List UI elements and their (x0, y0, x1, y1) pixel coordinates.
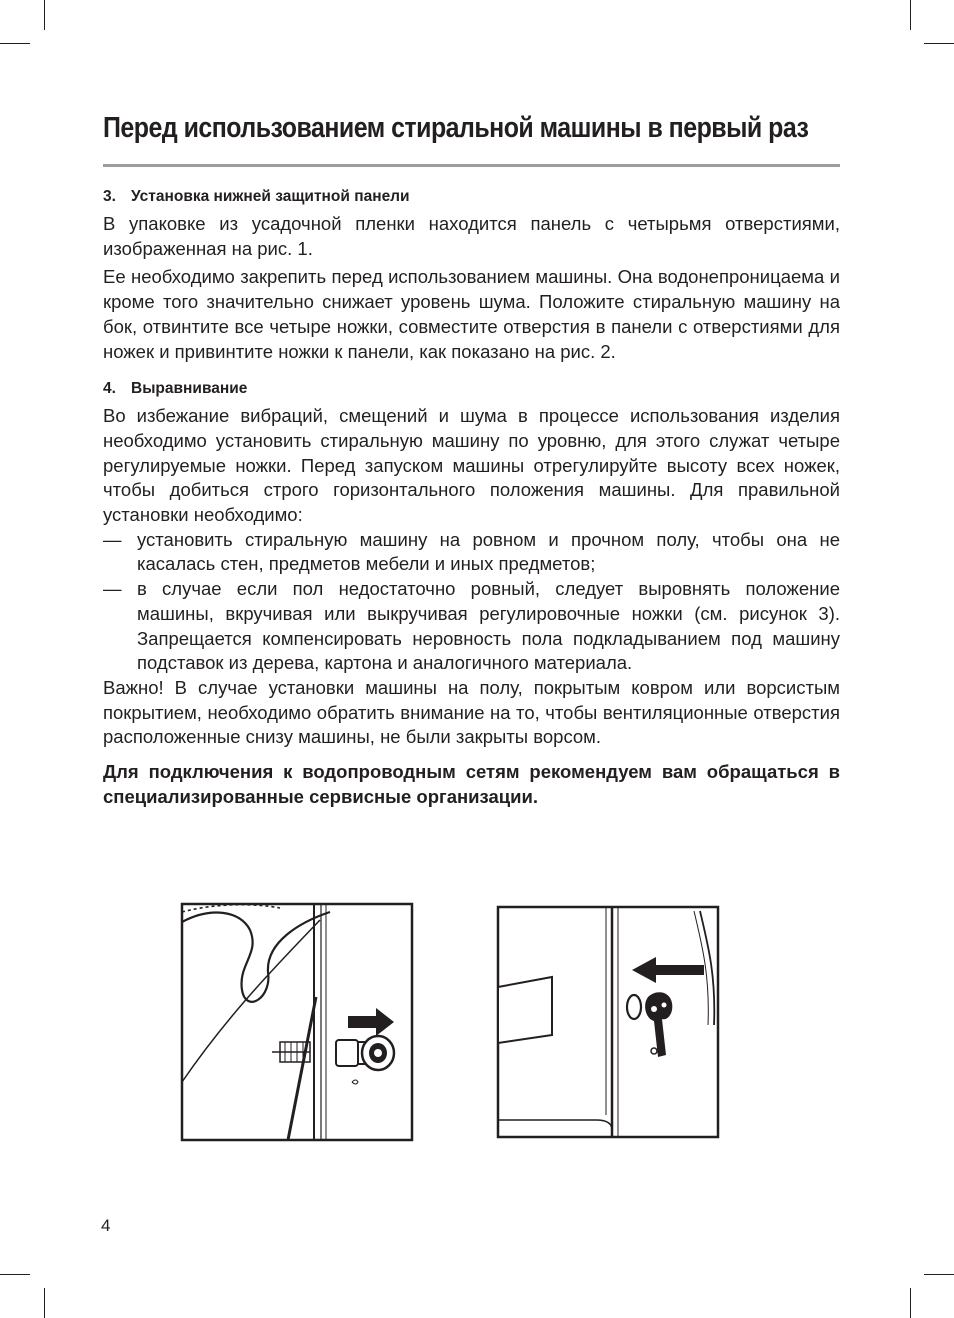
mounting-hole (627, 995, 641, 1019)
page-title: Перед использованием стиральной машины в первый раз (103, 112, 809, 144)
protective-panel (498, 977, 552, 1043)
service-recommendation: Для подключения к водопроводным сетям рекомендуем вам обращаться в специализированные сервисные организации. (103, 761, 840, 807)
crop-mark-bottom-left-vertical (44, 1288, 45, 1318)
section-4-title: Выравнивание (131, 380, 248, 398)
section-4-number: 4. (103, 380, 116, 398)
crop-mark-top-left-vertical (44, 0, 45, 30)
section-3-number: 3. (103, 188, 116, 205)
crop-mark-top-left-horizontal (0, 43, 30, 44)
section-3-heading (103, 186, 840, 208)
list-item-text: в случае если пол недостаточно ровный, следует выровнять положение машины, вкручивая или выкручивая регулировочные ножки (см. рисунок 3). Запрещается компенсировать неровность пола подкладыванием под машину подставок из дерева, картона и аналогичного материала. (137, 578, 840, 674)
crop-mark-bottom-left-horizontal (0, 1274, 30, 1275)
figure-foot-removal (180, 902, 414, 1142)
page-number: 4 (101, 1216, 111, 1235)
section-3-title: Установка нижней защитной панели (131, 188, 410, 205)
list-item (103, 577, 840, 676)
crop-mark-bottom-right-vertical (910, 1288, 911, 1318)
list-item (103, 528, 840, 577)
list-item-text: установить стиральную машину на ровном и прочном полу, чтобы она не касалась стен, предметов мебели и иных предметов; (137, 528, 840, 575)
section-4-intro: Во избежание вибраций, смещений и шума в процессе использования изделия необходимо установить стиральную машину по уровню, для этого служат четыре регулируемые ножки. Перед запуском машины отрегулируйте высоту всех ножек, чтобы добиться строго горизонтального положения машины. Для правильной установки необходимо: (103, 405, 840, 526)
section-4-heading (103, 378, 840, 400)
important-note: Важно! В случае установки машины на полу, покрытым ковром или ворсистым покрытием, необходимо обратить внимание на то, чтобы вентиляционные отверстия расположенные снизу машины, не были закрыты ворсом. (103, 676, 840, 748)
section-3-paragraph: Ее необходимо закрепить перед использованием машины. Она водонепроницаема и кроме того значительно снижает уровень шума. Положите стиральную машину на бок, отвинтите все четыре ножки, совместите отверстия в панели с отверстиями для ножек и привинтите ножки к панели, как показано на рис. 2. (103, 266, 840, 362)
page-body (103, 186, 840, 809)
figure-panel-install (496, 905, 720, 1139)
list-dash: — (103, 578, 122, 600)
crop-mark-bottom-right-horizontal (924, 1274, 954, 1275)
crop-mark-top-right-horizontal (924, 43, 954, 44)
crop-mark-top-right-vertical (910, 0, 911, 30)
title-divider (103, 164, 840, 167)
section-3-paragraph: В упаковке из усадочной пленки находится панель с четырьмя отверстиями, изображенная на рис. 1. (103, 213, 840, 259)
adjustable-foot-icon (336, 1036, 394, 1070)
list-dash: — (103, 528, 122, 550)
